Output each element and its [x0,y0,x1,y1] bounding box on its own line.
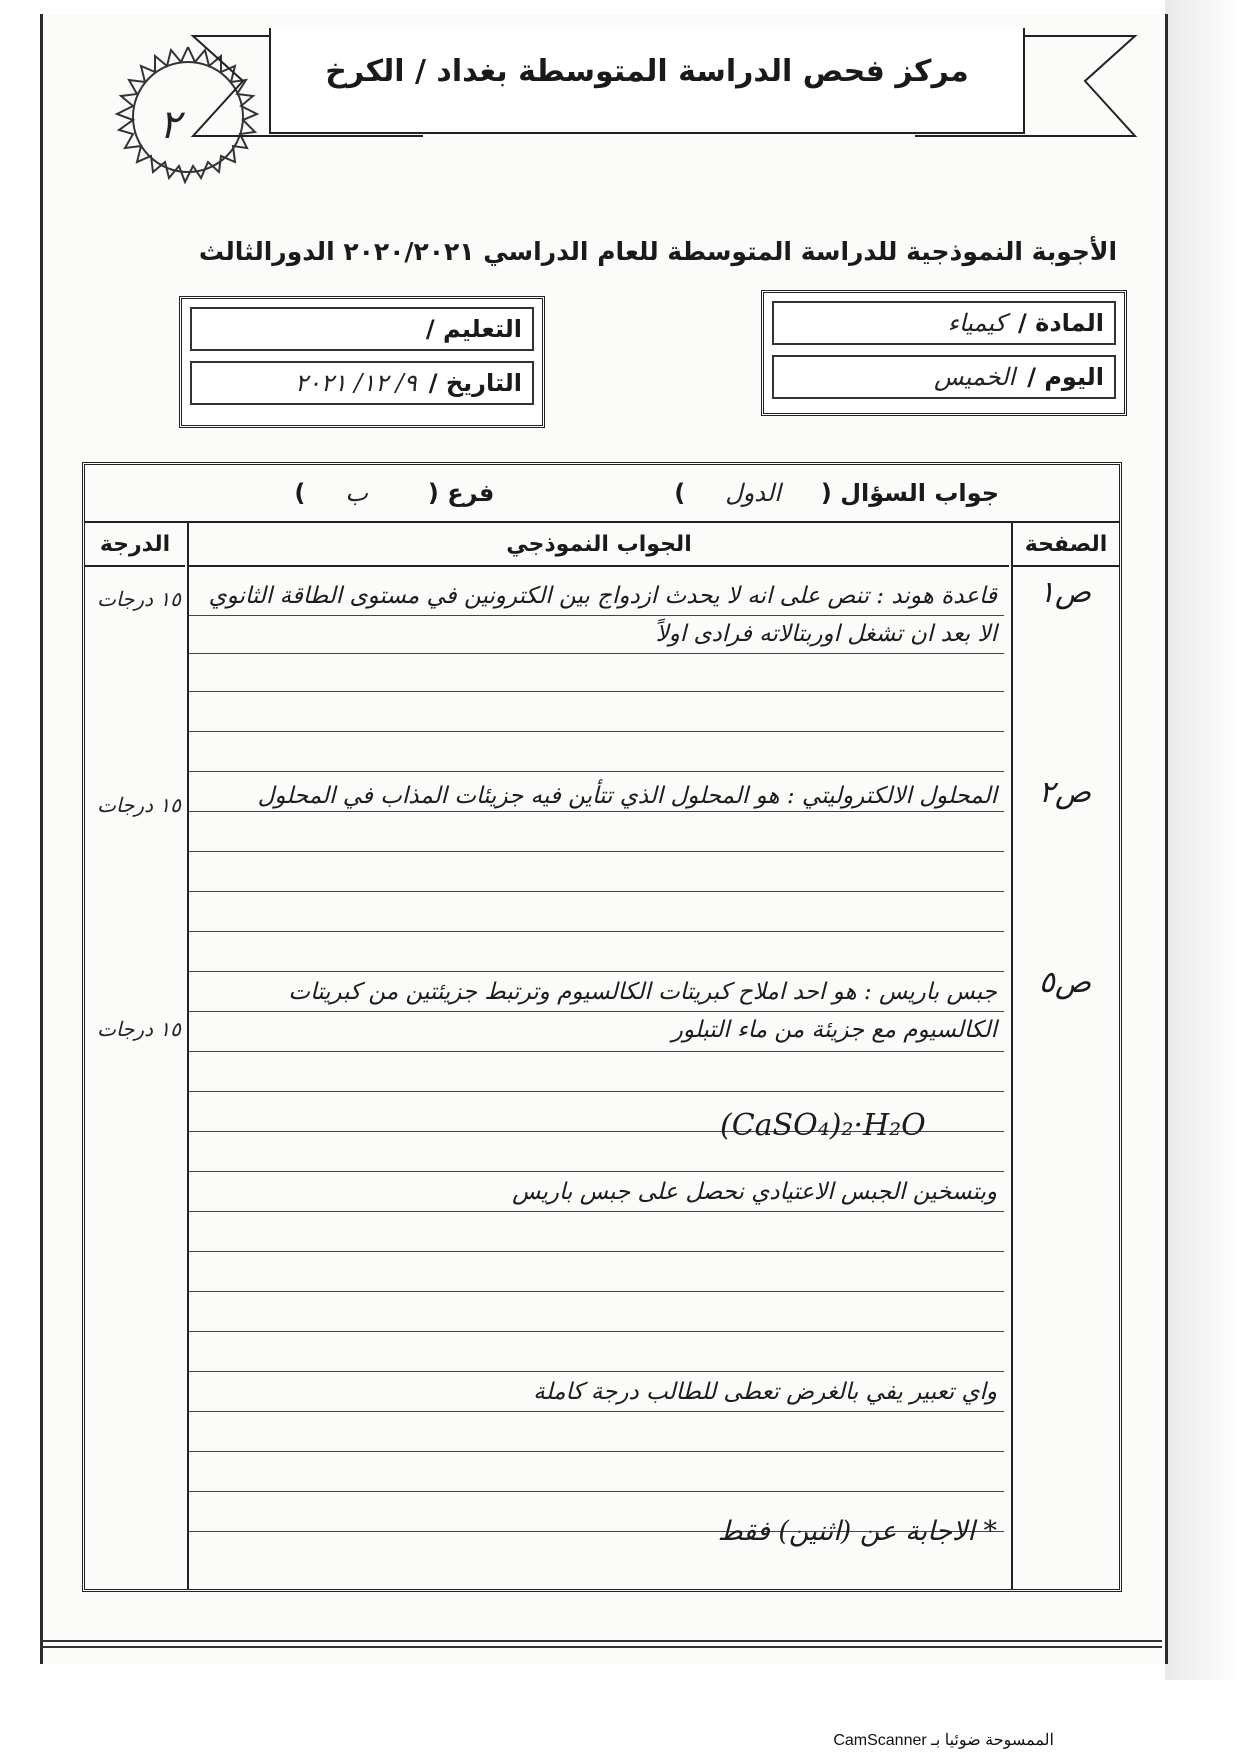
ruled-line [189,653,1004,654]
ruled-line [189,771,1004,772]
answer-number: ص٢ [1038,775,1092,810]
answer-mark: ١٥ درجات [97,587,181,611]
branch-value: ب [345,479,368,507]
question-value: الدول [725,479,781,507]
ruled-line [189,691,1004,692]
camscanner-watermark: الممسوحة ضوئيا بـ CamScanner [833,1732,1054,1749]
ruled-line [189,851,1004,852]
ruled-line [189,1211,1004,1212]
ruled-line [189,891,1004,892]
scan-shadow [1165,0,1240,1680]
ruled-line [189,1451,1004,1452]
answer-number: ص٥ [1038,965,1092,1000]
col-answer-header: الجواب النموذجي [189,523,1009,567]
day-value: الخميس [934,363,1016,391]
footer-line [40,1640,1162,1642]
subject-row [772,301,1116,345]
answer-text: المحلول الالكتروليتي : هو المحلول الذي تتأين فيه جزيئات المذاب في المحلول [257,783,997,809]
day-row [772,355,1116,399]
ruled-line [189,1411,1004,1412]
col-page-header: الصفحة [1013,523,1119,567]
ruled-line [189,731,1004,732]
subject-label: المادة / [1018,309,1104,337]
col-divider-right [1011,523,1013,1589]
answer-mark: ١٥ درجات [97,1017,181,1041]
ruled-line [189,1051,1004,1052]
ruled-line [189,1171,1004,1172]
title-banner [269,28,1025,134]
day-label: اليوم / [1027,363,1104,391]
col-divider-left [187,523,189,1589]
question-row [85,465,1119,523]
subject-value: كيمياء [947,309,1007,337]
footer-line [40,1646,1162,1648]
center-title: مركز فحص الدراسة المتوسطة بغداد / الكرخ [325,54,969,89]
ruled-line [189,1251,1004,1252]
exam-heading: الأجوبة النموذجية للدراسة المتوسطة للعام الدراسي ٢٠٢٠/٢٠٢١ الدورالثالث [198,237,1118,266]
col-grade-header: الدرجة [85,523,185,567]
ruled-line [189,1491,1004,1492]
seal-number: ٢ [159,102,181,148]
answer-number: ص١ [1038,575,1092,610]
ruled-line [189,1091,1004,1092]
date-label: التاريخ / [428,369,522,397]
education-row [190,307,534,351]
any-expression-note: واي تعبير يفي بالغرض تعطى للطالب درجة كاملة [533,1379,997,1405]
date-row [190,361,534,405]
answer-text: جبس باريس : هو احد املاح كبريتات الكالسيوم وترتبط جزيئتين من كبريتات الكالسيوم مع جزيئة من ماء التبلور [288,979,997,1043]
ruled-line [189,931,1004,932]
ruled-line [189,1331,1004,1332]
question-close: ) [674,479,686,507]
branch-close: ) [294,479,306,507]
answer-mark: ١٥ درجات [97,793,181,817]
question-label: جواب السؤال ( [820,479,999,507]
answer-two-only-note: * الاجابة عن (اثنين) فقط [717,1516,997,1547]
gypsum-formula: (CaSO₄)₂·H₂O [720,1108,926,1143]
ruled-line [189,971,1004,972]
answer-text: قاعدة هوند : تنص على انه لا يحدث ازدواج بين الكترونين في مستوى الطاقة الثانوي الا بعد ان تشغل اوربتالاته فرادى اولاً [208,583,997,647]
gypsum-heating-note: وبتسخين الجبس الاعتيادي نحصل على جبس باريس [512,1179,997,1205]
answer-table [82,462,1122,1592]
date-value: ٩/ ١٢/ ٢٠٢١ [295,369,417,397]
branch-label: فرع ( [427,479,495,507]
ruled-line [189,1291,1004,1292]
ruled-line [189,1371,1004,1372]
subject-day-box [761,290,1127,416]
education-date-box [179,296,545,428]
education-label: التعليم / [425,315,522,343]
